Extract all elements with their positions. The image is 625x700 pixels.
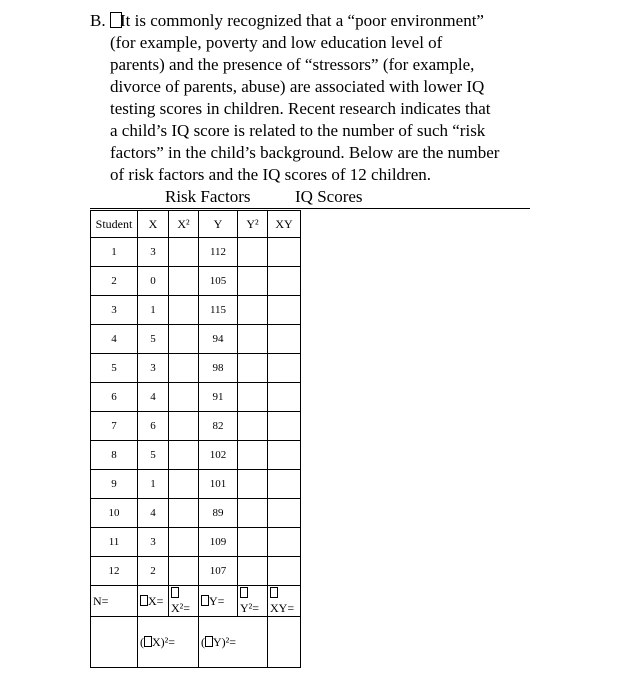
cell-x2[interactable] [169, 383, 199, 412]
col-header-x: X [138, 211, 169, 238]
cell-x2[interactable] [169, 441, 199, 470]
cell-x2[interactable] [169, 528, 199, 557]
sum-x-squared-label: X)²= [152, 634, 176, 649]
col-header-student: Student [91, 211, 138, 238]
cell-student: 12 [91, 557, 138, 586]
cell-y: 94 [199, 325, 238, 354]
cell-y2[interactable] [238, 354, 268, 383]
problem-line: a child’s IQ score is related to the number of such “risk [110, 121, 486, 140]
table-row [91, 267, 301, 296]
cell-x2[interactable] [169, 238, 199, 267]
table-row [91, 325, 301, 354]
cell-xy[interactable] [268, 296, 301, 325]
cell-y: 102 [199, 441, 238, 470]
cell-student: 10 [91, 499, 138, 528]
cell-x: 5 [138, 325, 169, 354]
sigma-glyph-icon [270, 587, 278, 598]
cell-student: 2 [91, 267, 138, 296]
problem-line: factors” in the child’s background. Below are the number [110, 143, 500, 162]
empty-cell [268, 617, 301, 668]
cell-x2[interactable] [169, 557, 199, 586]
cell-y: 107 [199, 557, 238, 586]
cell-y2[interactable] [238, 412, 268, 441]
cell-xy[interactable] [268, 499, 301, 528]
sigma-glyph-icon [144, 636, 152, 647]
cell-y: 105 [199, 267, 238, 296]
cell-x: 3 [138, 238, 169, 267]
sum-x2-label: X²= [171, 601, 191, 615]
cell-x2[interactable] [169, 470, 199, 499]
sum-x-label: X= [148, 593, 164, 608]
cell-xy[interactable] [268, 325, 301, 354]
cell-x: 6 [138, 412, 169, 441]
n-cell[interactable]: N= [91, 586, 138, 617]
table-row [91, 383, 301, 412]
sum-x-cell[interactable] [138, 586, 169, 617]
sum-xy-label: XY= [270, 601, 295, 615]
cell-y: 89 [199, 499, 238, 528]
cell-x: 3 [138, 354, 169, 383]
cell-student: 7 [91, 412, 138, 441]
data-table [90, 210, 301, 668]
sum-y2-label: Y²= [240, 601, 260, 615]
cell-x2[interactable] [169, 412, 199, 441]
sum-y-squared-cell[interactable]: ( Y)²= [199, 617, 268, 668]
cell-student: 5 [91, 354, 138, 383]
heading-rule [90, 208, 530, 209]
cell-xy[interactable] [268, 267, 301, 296]
cell-xy[interactable] [268, 238, 301, 267]
col-header-y: Y [199, 211, 238, 238]
cell-x: 0 [138, 267, 169, 296]
sigma-glyph-icon [201, 595, 209, 606]
cell-x: 2 [138, 557, 169, 586]
cell-y2[interactable] [238, 470, 268, 499]
problem-text [110, 10, 615, 186]
cell-student: 9 [91, 470, 138, 499]
cell-y: 101 [199, 470, 238, 499]
empty-cell [91, 617, 138, 668]
cell-student: 3 [91, 296, 138, 325]
cell-xy[interactable] [268, 441, 301, 470]
cell-y2[interactable] [238, 296, 268, 325]
sum-x2-cell[interactable] [169, 586, 199, 617]
cell-y: 91 [199, 383, 238, 412]
header-row [91, 211, 301, 238]
table-row [91, 296, 301, 325]
sum-y-cell[interactable] [199, 586, 238, 617]
cell-student: 1 [91, 238, 138, 267]
cell-x2[interactable] [169, 354, 199, 383]
cell-y2[interactable] [238, 267, 268, 296]
cell-y2[interactable] [238, 238, 268, 267]
cell-x2[interactable] [169, 499, 199, 528]
problem-line: (for example, poverty and low education level of [110, 33, 443, 52]
table-row [91, 557, 301, 586]
col-header-y2: Y² [238, 211, 268, 238]
cell-x2[interactable] [169, 296, 199, 325]
table-headings [90, 187, 530, 209]
cell-y2[interactable] [238, 383, 268, 412]
cell-x2[interactable] [169, 267, 199, 296]
problem-letter: B. [90, 11, 106, 30]
cell-x: 1 [138, 296, 169, 325]
cell-xy[interactable] [268, 557, 301, 586]
problem-line: parents) and the presence of “stressors” (for example, [110, 55, 475, 74]
cell-xy[interactable] [268, 412, 301, 441]
cell-student: 6 [91, 383, 138, 412]
sum-y-squared-label: Y)²= [213, 634, 237, 649]
sums-row [91, 586, 301, 617]
cell-y2[interactable] [238, 441, 268, 470]
table-row [91, 528, 301, 557]
cell-y: 98 [199, 354, 238, 383]
sigma-glyph-icon [171, 587, 179, 598]
cell-y: 112 [199, 238, 238, 267]
squared-sums-row [91, 617, 301, 668]
table-row [91, 412, 301, 441]
cell-y: 109 [199, 528, 238, 557]
table-row [91, 354, 301, 383]
sigma-glyph-icon [240, 587, 248, 598]
problem-line: testing scores in children. Recent research indicates that [110, 99, 491, 118]
iq-scores-heading: IQ Scores [295, 187, 363, 206]
col-header-xy: XY [268, 211, 301, 238]
sum-y2-cell[interactable] [238, 586, 268, 617]
cell-x: 3 [138, 528, 169, 557]
cell-y: 82 [199, 412, 238, 441]
sigma-glyph-icon [205, 636, 213, 647]
sum-x-squared-cell[interactable]: ( X)²= [138, 617, 199, 668]
cell-x2[interactable] [169, 325, 199, 354]
cell-student: 11 [91, 528, 138, 557]
cell-xy[interactable] [268, 528, 301, 557]
table-row [91, 238, 301, 267]
cell-x: 5 [138, 441, 169, 470]
sigma-glyph-icon [140, 595, 148, 606]
cell-y2[interactable] [238, 325, 268, 354]
cell-student: 8 [91, 441, 138, 470]
cell-student: 4 [91, 325, 138, 354]
risk-factors-heading: Risk Factors [165, 187, 251, 206]
cell-xy[interactable] [268, 354, 301, 383]
problem-line: of risk factors and the IQ scores of 12 children. [110, 165, 432, 184]
cell-x: 4 [138, 383, 169, 412]
cell-xy[interactable] [268, 470, 301, 499]
problem-line: It is commonly recognized that a “poor environment” [120, 11, 484, 30]
cell-y2[interactable] [238, 499, 268, 528]
sum-y-label: Y= [209, 593, 225, 608]
table-row [91, 470, 301, 499]
sum-xy-cell[interactable] [268, 586, 301, 617]
cell-x: 4 [138, 499, 169, 528]
col-header-x2: X² [169, 211, 199, 238]
problem-line: divorce of parents, abuse) are associated with lower IQ [110, 77, 485, 96]
cell-y2[interactable] [238, 557, 268, 586]
cell-y2[interactable] [238, 528, 268, 557]
table-row [91, 441, 301, 470]
cell-xy[interactable] [268, 383, 301, 412]
table-row [91, 499, 301, 528]
cell-y: 115 [199, 296, 238, 325]
cell-x: 1 [138, 470, 169, 499]
